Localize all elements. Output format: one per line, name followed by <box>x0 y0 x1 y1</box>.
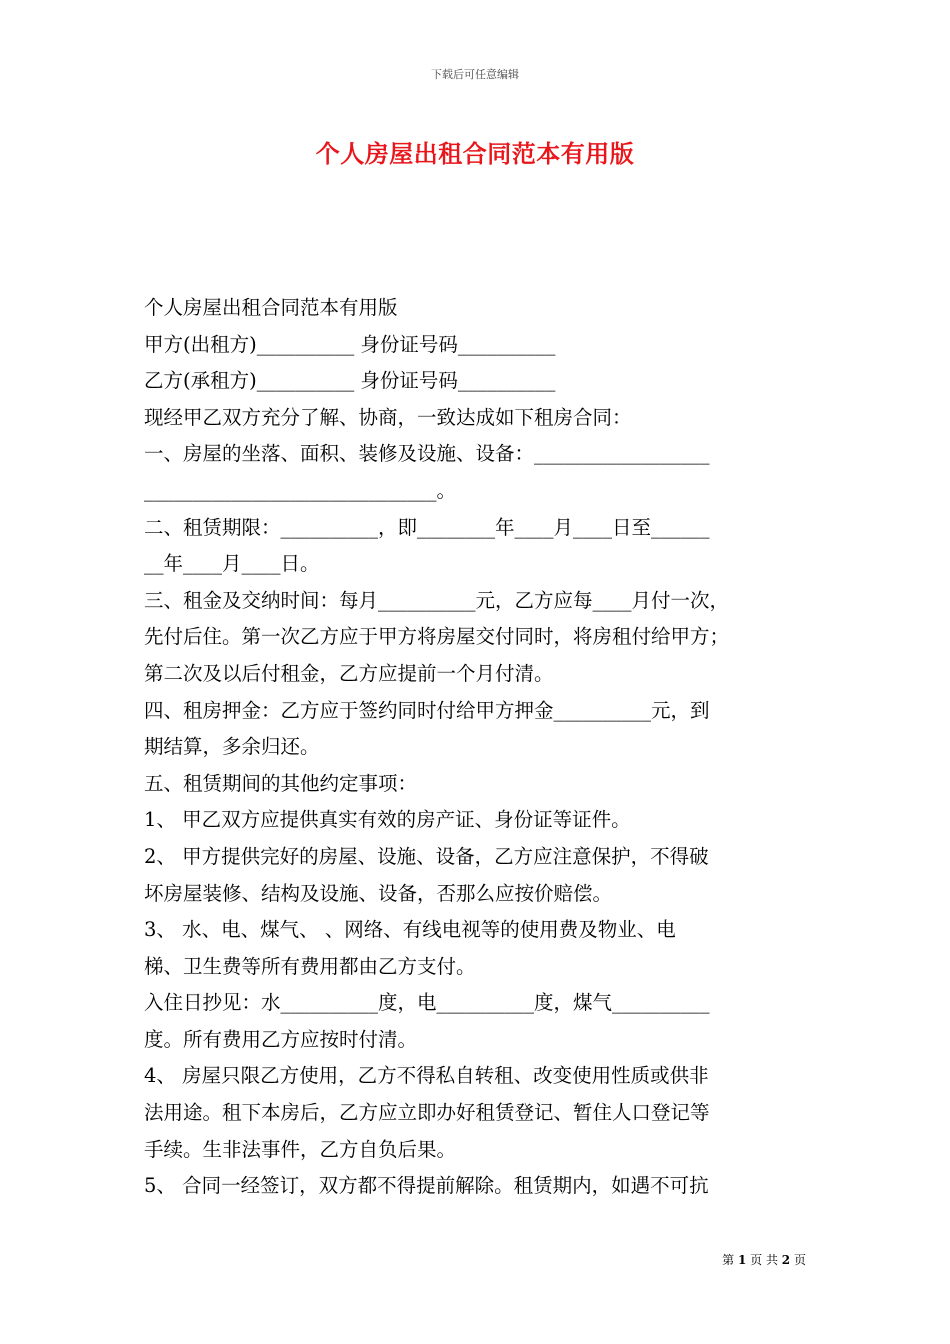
body-line: __年____月____日。 <box>144 552 320 576</box>
body-line: 度。所有费用乙方应按时付清。 <box>144 1027 418 1051</box>
body-line: 五、租赁期间的其他约定事项： <box>144 771 418 795</box>
body-line: 3、 水、电、煤气、 、网络、有线电视等的使用费及物业、电 <box>144 918 676 942</box>
body-line: 三、租金及交纳时间：每月__________元，乙方应每____月付一次， <box>144 588 730 612</box>
body-line: 2、 甲方提供完好的房屋、设施、设备，乙方应注意保护，不得破 <box>144 844 709 868</box>
body-line: 5、 合同一经签订，双方都不得提前解除。租赁期内，如遇不可抗 <box>144 1174 709 1198</box>
total-page-count: 2 <box>781 1253 791 1267</box>
body-line: 一、房屋的坐落、面积、装修及设施、设备：__________________ <box>144 442 710 466</box>
body-line: 期结算，多余归还。 <box>144 735 320 759</box>
body-line: 手续。生非法事件，乙方自负后果。 <box>144 1137 457 1161</box>
body-line: 坏房屋装修、结构及设施、设备，否那么应按价赔偿。 <box>144 881 613 905</box>
body-line: 梯、卫生费等所有费用都由乙方支付。 <box>144 954 476 978</box>
current-page-number: 1 <box>737 1253 747 1267</box>
body-line: 二、租赁期限：__________，即________年____月____日至______ <box>144 515 710 539</box>
body-line: 4、 房屋只限乙方使用，乙方不得私自转租、改变使用性质或供非 <box>144 1064 709 1088</box>
body-line: 乙方(承租方)__________ 身份证号码__________ <box>144 369 556 393</box>
footer-middle: 页 共 <box>750 1253 778 1267</box>
document-title: 个人房屋出租合同范本有用版 <box>315 139 635 168</box>
footer-prefix: 第 <box>722 1253 735 1267</box>
footer-suffix: 页 <box>793 1253 806 1267</box>
body-line: 甲方(出租方)__________ 身份证号码__________ <box>144 332 556 356</box>
contract-body <box>144 290 806 1205</box>
body-line: ______________________________。 <box>144 478 456 502</box>
body-line: 先付后住。第一次乙方应于甲方将房屋交付同时，将房租付给甲方； <box>144 625 730 649</box>
body-line: 入住日抄见：水__________度，电__________度，煤气__________ <box>144 991 710 1015</box>
body-line: 四、租房押金：乙方应于签约同时付给甲方押金__________元，到 <box>144 698 710 722</box>
page-footer <box>722 1251 806 1268</box>
body-line: 个人房屋出租合同范本有用版 <box>144 296 398 319</box>
body-line: 1、 甲乙双方应提供真实有效的房产证、身份证等证件。 <box>144 808 631 832</box>
body-line: 现经甲乙双方充分了解、协商，一致达成如下租房合同： <box>144 405 632 429</box>
body-line: 法用途。租下本房后，乙方应立即办好租赁登记、暂住人口登记等 <box>144 1101 710 1125</box>
header-note: 下载后可任意编辑 <box>431 68 519 81</box>
body-line: 第二次及以后付租金，乙方应提前一个月付清。 <box>144 661 554 685</box>
